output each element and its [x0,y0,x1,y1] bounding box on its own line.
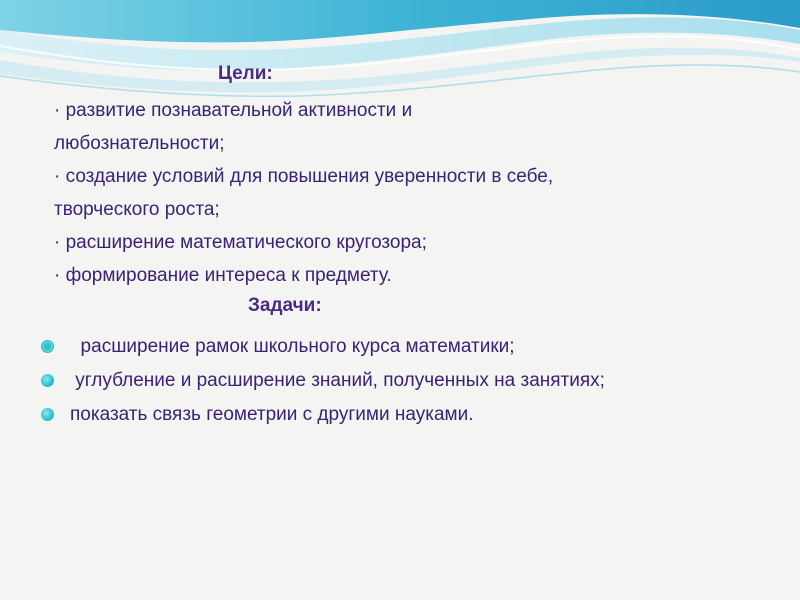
turquoise-dot-icon [41,374,54,387]
goal-line: любознательности; [54,133,225,154]
tasks-heading: Задачи: [248,295,322,316]
goal-line: · формирование интереса к предмету. [54,265,392,286]
list-item [40,398,760,431]
list-item [40,330,760,363]
turquoise-dot-icon [41,408,54,421]
goal-line: · развитие познавательной активности и [54,100,413,121]
task-text: расширение рамок школьного курса математики; [70,336,515,357]
goals-list [54,94,774,292]
list-item [40,364,760,397]
goal-line: творческого роста; [54,199,220,220]
goal-line: · создание условий для повышения уверенности в себе, [54,166,554,187]
task-text: углубление и расширение знаний, полученных на занятиях; [70,370,605,391]
tasks-list [40,330,760,432]
goal-line: · расширение математического кругозора; [54,232,427,253]
turquoise-dot-icon [41,340,54,353]
goals-heading: Цели: [218,63,273,84]
task-text: показать связь геометрии с другими науками. [70,404,474,425]
